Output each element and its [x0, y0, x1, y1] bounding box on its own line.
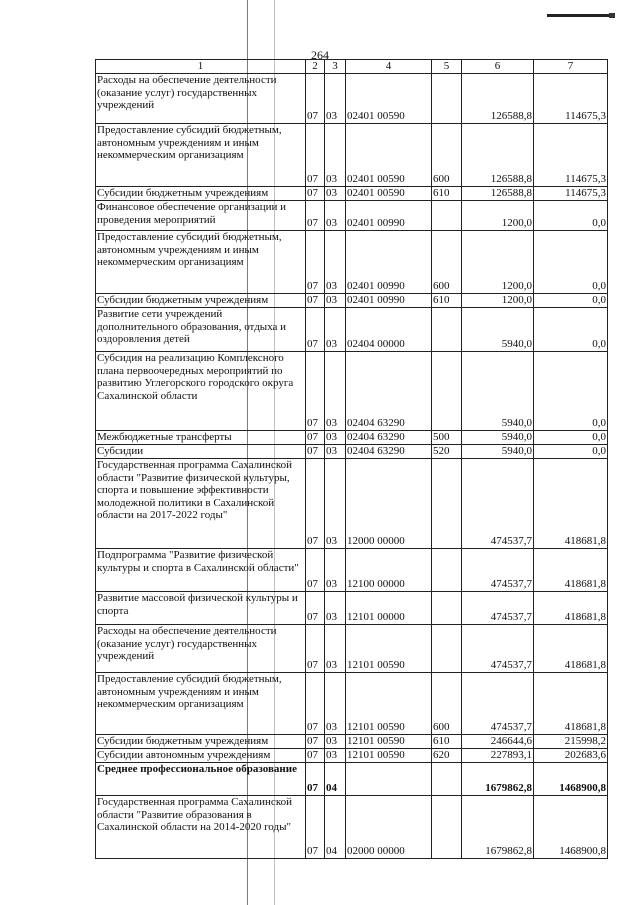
subsection-code: 04 — [325, 796, 346, 859]
target-article-code: 02000 00000 — [346, 796, 432, 859]
subsection-code: 03 — [325, 749, 346, 763]
table-row — [96, 74, 608, 124]
item-name: Субсидии автономным учреждениям — [96, 749, 306, 763]
item-name: Развитие сети учреждений дополнительного образования, отдыха и оздоровления детей — [96, 308, 306, 352]
amount-col6: 126588,8 — [462, 74, 534, 124]
table-row — [96, 625, 608, 673]
table-row — [96, 763, 608, 796]
target-article-code: 12101 00590 — [346, 749, 432, 763]
table-row — [96, 352, 608, 431]
item-name: Государственная программа Сахалинской области "Развитие физической культуры, спорта и повышение эффективности молодежной политики в Сахалинской области на 2017-2022 годы" — [96, 459, 306, 549]
table-row — [96, 431, 608, 445]
table-row — [96, 549, 608, 592]
target-article-code — [346, 763, 432, 796]
expense-type-code — [432, 549, 462, 592]
item-name: Субсидия на реализацию Комплексного плана первоочередных мероприятий по развитию Углегорского городского округа Сахалинской области — [96, 352, 306, 431]
section-code: 07 — [306, 592, 325, 625]
subsection-code: 03 — [325, 201, 346, 231]
column-header: 5 — [432, 60, 462, 74]
target-article-code: 02401 00590 — [346, 74, 432, 124]
amount-col7: 114675,3 — [534, 124, 608, 187]
column-header: 4 — [346, 60, 432, 74]
amount-col6: 1679862,8 — [462, 796, 534, 859]
section-code: 07 — [306, 796, 325, 859]
table-row — [96, 673, 608, 735]
amount-col6: 5940,0 — [462, 308, 534, 352]
amount-col7: 418681,8 — [534, 673, 608, 735]
column-header: 6 — [462, 60, 534, 74]
item-name: Субсидии бюджетным учреждениям — [96, 294, 306, 308]
expense-type-code: 600 — [432, 231, 462, 294]
section-code: 07 — [306, 749, 325, 763]
subsection-code: 03 — [325, 74, 346, 124]
amount-col6: 1200,0 — [462, 201, 534, 231]
item-name: Подпрограмма "Развитие физической культуры и спорта в Сахалинской области" — [96, 549, 306, 592]
subsection-code: 03 — [325, 231, 346, 294]
amount-col6: 474537,7 — [462, 459, 534, 549]
amount-col6: 227893,1 — [462, 749, 534, 763]
table-row — [96, 749, 608, 763]
target-article-code: 12101 00590 — [346, 625, 432, 673]
amount-col6: 126588,8 — [462, 187, 534, 201]
item-name: Предоставление субсидий бюджетным, автономным учреждениям и иным некоммерческим организациям — [96, 231, 306, 294]
expense-type-code — [432, 796, 462, 859]
item-name: Субсидии бюджетным учреждениям — [96, 735, 306, 749]
amount-col6: 246644,6 — [462, 735, 534, 749]
section-code: 07 — [306, 308, 325, 352]
expense-type-code — [432, 763, 462, 796]
expense-type-code: 610 — [432, 294, 462, 308]
expense-type-code — [432, 308, 462, 352]
target-article-code: 02401 00990 — [346, 201, 432, 231]
target-article-code: 02404 00000 — [346, 308, 432, 352]
item-name: Расходы на обеспечение деятельности (оказание услуг) государственных учреждений — [96, 74, 306, 124]
target-article-code: 02401 00590 — [346, 124, 432, 187]
table-row — [96, 294, 608, 308]
amount-col7: 0,0 — [534, 201, 608, 231]
target-article-code: 12000 00000 — [346, 459, 432, 549]
amount-col6: 5940,0 — [462, 352, 534, 431]
item-name: Субсидии — [96, 445, 306, 459]
section-code: 07 — [306, 549, 325, 592]
subsection-code: 03 — [325, 352, 346, 431]
item-name: Государственная программа Сахалинской области "Развитие образования в Сахалинской области на 2014-2020 годы" — [96, 796, 306, 859]
table-row — [96, 187, 608, 201]
amount-col7: 0,0 — [534, 352, 608, 431]
expense-type-code — [432, 592, 462, 625]
item-name: Предоставление субсидий бюджетным, автономным учреждениям и иным некоммерческим организациям — [96, 673, 306, 735]
amount-col6: 5940,0 — [462, 445, 534, 459]
amount-col7: 202683,6 — [534, 749, 608, 763]
amount-col7: 114675,3 — [534, 187, 608, 201]
column-header: 1 — [96, 60, 306, 74]
section-code: 07 — [306, 231, 325, 294]
amount-col7: 114675,3 — [534, 74, 608, 124]
item-name: Межбюджетные трансферты — [96, 431, 306, 445]
amount-col7: 418681,8 — [534, 592, 608, 625]
section-code: 07 — [306, 74, 325, 124]
section-code: 07 — [306, 735, 325, 749]
table-row — [96, 459, 608, 549]
amount-col6: 1200,0 — [462, 294, 534, 308]
subsection-code: 03 — [325, 124, 346, 187]
amount-col7: 418681,8 — [534, 459, 608, 549]
amount-col7: 1468900,8 — [534, 796, 608, 859]
item-name: Субсидии бюджетным учреждениям — [96, 187, 306, 201]
amount-col7: 215998,2 — [534, 735, 608, 749]
expense-type-code: 620 — [432, 749, 462, 763]
table-row — [96, 796, 608, 859]
column-header: 3 — [325, 60, 346, 74]
target-article-code: 12101 00000 — [346, 592, 432, 625]
expense-type-code: 610 — [432, 187, 462, 201]
subsection-code: 03 — [325, 673, 346, 735]
subsection-code: 03 — [325, 735, 346, 749]
amount-col7: 418681,8 — [534, 549, 608, 592]
page-number: 264 — [311, 48, 329, 62]
section-code: 07 — [306, 201, 325, 231]
table-row — [96, 592, 608, 625]
table-row — [96, 445, 608, 459]
target-article-code: 12101 00590 — [346, 673, 432, 735]
item-name: Среднее профессиональное образование — [96, 763, 306, 796]
subsection-code: 03 — [325, 445, 346, 459]
header-row — [96, 60, 608, 74]
expense-type-code: 500 — [432, 431, 462, 445]
section-code: 07 — [306, 431, 325, 445]
subsection-code: 03 — [325, 308, 346, 352]
section-code: 07 — [306, 445, 325, 459]
subsection-code: 03 — [325, 294, 346, 308]
amount-col7: 1468900,8 — [534, 763, 608, 796]
item-name: Расходы на обеспечение деятельности (оказание услуг) государственных учреждений — [96, 625, 306, 673]
item-name: Финансовое обеспечение организации и проведения мероприятий — [96, 201, 306, 231]
subsection-code: 03 — [325, 549, 346, 592]
subsection-code: 03 — [325, 592, 346, 625]
subsection-code: 03 — [325, 625, 346, 673]
target-article-code: 02401 00990 — [346, 294, 432, 308]
section-code: 07 — [306, 294, 325, 308]
amount-col6: 1200,0 — [462, 231, 534, 294]
column-header: 2 — [306, 60, 325, 74]
expense-type-code: 610 — [432, 735, 462, 749]
section-code: 07 — [306, 763, 325, 796]
expense-type-code: 600 — [432, 673, 462, 735]
subsection-code: 03 — [325, 431, 346, 445]
amount-col6: 474537,7 — [462, 673, 534, 735]
amount-col7: 0,0 — [534, 308, 608, 352]
section-code: 07 — [306, 625, 325, 673]
section-code: 07 — [306, 187, 325, 201]
column-header: 7 — [534, 60, 608, 74]
expense-type-code: 600 — [432, 124, 462, 187]
subsection-code: 04 — [325, 763, 346, 796]
section-code: 07 — [306, 124, 325, 187]
table-row — [96, 231, 608, 294]
amount-col7: 418681,8 — [534, 625, 608, 673]
table-row — [96, 308, 608, 352]
amount-col6: 1679862,8 — [462, 763, 534, 796]
amount-col6: 474537,7 — [462, 592, 534, 625]
section-code: 07 — [306, 352, 325, 431]
item-name: Предоставление субсидий бюджетным, автономным учреждениям и иным некоммерческим организациям — [96, 124, 306, 187]
scan-mark — [547, 14, 613, 17]
amount-col6: 5940,0 — [462, 431, 534, 445]
section-code: 07 — [306, 459, 325, 549]
table-row — [96, 735, 608, 749]
subsection-code: 03 — [325, 187, 346, 201]
expense-type-code: 520 — [432, 445, 462, 459]
amount-col7: 0,0 — [534, 431, 608, 445]
amount-col6: 474537,7 — [462, 625, 534, 673]
expense-type-code — [432, 625, 462, 673]
amount-col7: 0,0 — [534, 294, 608, 308]
target-article-code: 12100 00000 — [346, 549, 432, 592]
target-article-code: 02401 00590 — [346, 187, 432, 201]
amount-col6: 126588,8 — [462, 124, 534, 187]
subsection-code: 03 — [325, 459, 346, 549]
section-code: 07 — [306, 673, 325, 735]
table-row — [96, 201, 608, 231]
target-article-code: 02401 00990 — [346, 231, 432, 294]
table-row — [96, 124, 608, 187]
item-name: Развитие массовой физической культуры и спорта — [96, 592, 306, 625]
amount-col6: 474537,7 — [462, 549, 534, 592]
amount-col7: 0,0 — [534, 231, 608, 294]
target-article-code: 02404 63290 — [346, 445, 432, 459]
expense-type-code — [432, 352, 462, 431]
target-article-code: 02404 63290 — [346, 352, 432, 431]
expense-type-code — [432, 201, 462, 231]
budget-table — [95, 59, 608, 859]
expense-type-code — [432, 74, 462, 124]
amount-col7: 0,0 — [534, 445, 608, 459]
target-article-code: 02404 63290 — [346, 431, 432, 445]
target-article-code: 12101 00590 — [346, 735, 432, 749]
expense-type-code — [432, 459, 462, 549]
